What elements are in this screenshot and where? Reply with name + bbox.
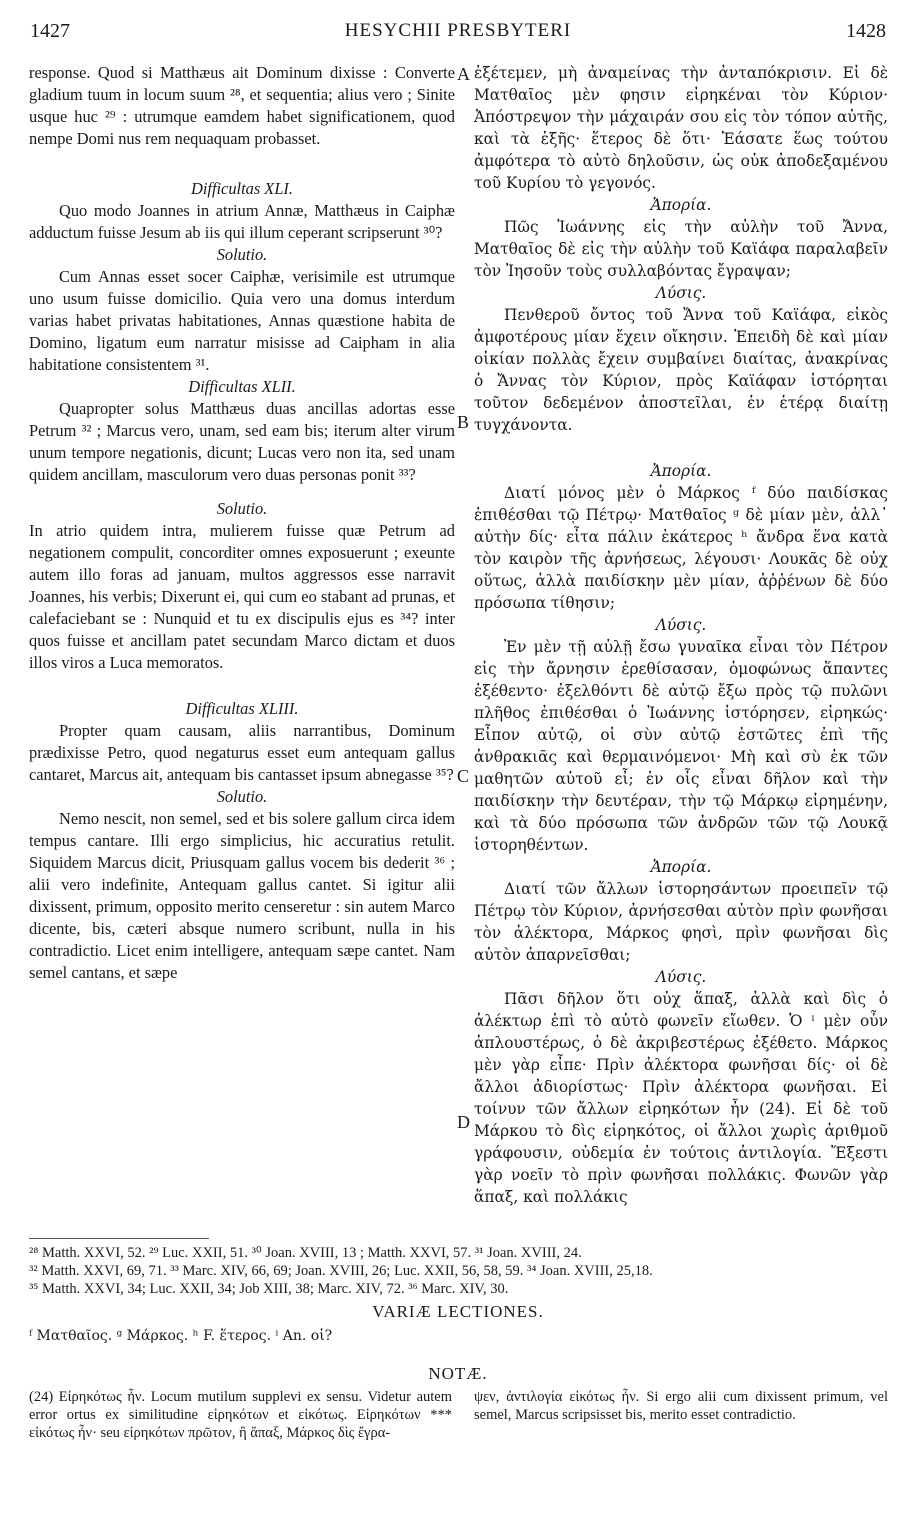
page-header: [30, 20, 886, 50]
running-title: HESYCHII PRESBYTERI: [344, 20, 572, 41]
latin-solutio-2: Solutio.: [216, 499, 268, 518]
footnote-rule: [29, 1238, 209, 1239]
note-text-right: ψεν, ἀντιλογία εἰκότως ἦν. Si ergo alii cum dixissent primum, vel semel, Marcus scripsisset bis, merito esset contradictio.: [474, 1389, 888, 1423]
latin-solutio-1: Solutio.: [216, 245, 268, 264]
latin-heading-41: Difficultas XLI.: [191, 179, 293, 198]
latin-question-42: Quapropter solus Matthæus duas ancillas adortas esse Petrum ³² ; Marcus vero, unam, sed eam bis; iterum alter virum unum tempore negationis, dicunt; Lucas vero non ita, sed unam quidem ancillam, masculorum vero duas personas ponit ³³?: [29, 399, 455, 484]
latin-answer-41: Cum Annas esset socer Caiphæ, verisimile est utrumque uno usum fuisse domicilio. Quia vero una domus interdum varias habet privatas habitationes, Annas quæstione habita de Domino, ligatum eum narratur misisse ad Caipham in alia habitatione consistentem ³¹.: [29, 267, 455, 374]
latin-heading-42: Difficultas XLII.: [188, 377, 296, 396]
greek-aporia-2: Ἀπορία.: [650, 462, 712, 480]
notae-title: NOTÆ.: [428, 1364, 488, 1383]
latin-heading-43: Difficultas XLIII.: [185, 699, 299, 718]
latin-solutio-3: Solutio.: [216, 787, 268, 806]
greek-answer-1: Πενθεροῦ ὄντος τοῦ Ἄννα τοῦ Καϊάφα, εἰκὸς ἀμφοτέρους μίαν ἔχειν οἴκησιν. Ἐπειδὴ δὲ καὶ μίαν οἰκίαν πολλὰς ἔχειν συμβαίνει διαίτας, ἀνακρίνας ὁ Ἄννας τὸν Κύριον, πρὸς Καϊάφαν ἱστόρηται τοῦτον δεδεμένον ἀποστεῖλαι, ἐν ἑτέρᾳ διαίτῃ τυγχάνοντα.: [474, 306, 888, 434]
greek-paragraph-1: ἐξέτεμεν, μὴ ἀναμείνας τὴν ἀνταπόκρισιν. Εἰ δὲ Ματθαῖος μὲν φησιν εἰρηκέναι τὸν Κύριον· Ἀπόστρεψον τὴν μάχαιράν σου εἰς τὸν τόπον αὐτῆς, καὶ τὰ ἑξῆς· ἕτερος δὲ ὅτι· Ἐάσατε ἕως τούτου ἀμφότερα τὸ αὐτὸ δηλοῦσιν, ὡς οὐκ ἀποδεξαμένου τοῦ Κυρίου τὸ γεγονός.: [474, 64, 888, 192]
greek-answer-3: Πᾶσι δῆλον ὅτι οὐχ ἅπαξ, ἀλλὰ καὶ δὶς ὁ ἀλέκτωρ ἐπὶ τὸ αὐτὸ φωνεῖν εἴωθεν. Ὁ ⁱ μὲν οὖν ἁπλουστέρως, ὁ δὲ ἀκριβεστέρως ἐξέθετο. Μάρκος μὲν γὰρ εἶπε· Πρὶν ἀλέκτορα φωνῆσαι δίς· οἱ δὲ ἄλλοι ἀδιορίστως· Πρὶν ἀλέκτορα φωνῆσαι. Εἰ τοίνυν τῶν ἄλλων εἰρηκότων ἦν (24). Εἰ δὲ τοῦ Μάρκου τὸ δὶς εἰρηκότος, οἱ ἄλλοι χωρὶς ἀριθμοῦ γράφουσιν, οὐδεμία ἐν τούτοις ἀντιλογία. Ἔξεστι γὰρ νοεῖν τὸ πρὶν φωνῆσαι πολλάκις. Φωνῶν γὰρ ἅπαξ, καὶ πολλάκις: [474, 990, 888, 1206]
greek-lysis-2: Λύσις.: [655, 616, 707, 634]
greek-question-2: Διατί μόνος μὲν ὁ Μάρκος ᶠ δύο παιδίσκας ἐπιθέσθαι τῷ Πέτρῳ· Ματθαῖος ᵍ δὲ μίαν μὲν, ἀλλ᾽ αὐτὴν δίς· εἶτα πάλιν ἑκάτερος ʰ ἄνδρα ἕνα κατὰ τὸν καιρὸν τῆς ἀρνήσεως, λέγουσι· Λουκᾶς δὲ οὐχ οὕτως, ἀλλὰ παιδίσκην μὲν μίαν, ἀῤῥένων δὲ δύο πρόσωπα τίθησιν;: [474, 484, 888, 612]
page-number-left: 1427: [30, 20, 70, 42]
latin-question-41: Quo modo Joannes in atrium Annæ, Matthæus in Caiphæ adductum fuisse Jesum ab iis qui illum ceperant scripserunt ³⁰?: [29, 201, 455, 242]
greek-lysis-1: Λύσις.: [655, 284, 707, 302]
variae-lectiones-line: ᶠ Ματθαῖος. ᵍ Μάρκος. ʰ F. ἕτερος. ⁱ An. οἱ?: [29, 1328, 333, 1344]
greek-column: [474, 62, 888, 1208]
margin-letter-b: B: [457, 412, 470, 432]
latin-paragraph-1: response. Quod si Matthæus ait Dominum dixisse : Converte gladium tuum in locum suum ²⁸, et sequentia; alius vero ; Sinite usque huc ²⁹ : utrumque eamdem habet significationem, quod nempe Domi nus rem nequaquam probasset.: [29, 63, 455, 148]
margin-letter-a: A: [457, 64, 470, 84]
greek-answer-2: Ἐν μὲν τῇ αὐλῇ ἔσω γυναῖκα εἶναι τὸν Πέτρον εἰς τὴν ἄρνησιν ἐρεθίσασαν, ὁμοφώνως ἅπαντες ἐξέθεντο· ἐξελθόντι δὲ αὐτῷ ἔξω πρὸς τῷ πυλῶνι πλῆθος ἐπιθέσθαι ὁ Ἰωάννης ἱστόρησεν, εἰρηκώς· Εἶπον αὐτῷ, οἱ σὺν αὐτῷ ἑστῶτες ἐπὶ τῆς ἀνθρακιᾶς καὶ θερμαινόμενοι· Μὴ καὶ σὺ ἐκ τῶν μαθητῶν αὐτοῦ εἶ; ἐν οἷς εἶναι δῆλον καὶ τὴν παιδίσκην τὴν δευτέραν, τὴν τῷ Μάρκῳ εἰρημένην, καὶ τὰ δύο πρόσωπα τῶν ἀνδρῶν τῶν τῷ Λουκᾷ ἱστορηθέντων.: [474, 638, 888, 854]
latin-answer-42: In atrio quidem intra, mulierem fuisse quæ Petrum ad negationem compulit, concorditer omnes exposuerunt ; exeunte autem illo foras ad januam, multos aggressos esse narravit Joannes, his verbis; Dixerunt ei, qui cum eo stabant ad prunas, et calefaciebant se : Nunquid et tu ex discipulis ejus es ³⁴? inter quos fuisse et ancillam patet secundam Marco dictam et duos illos viros a Luca memoratos.: [29, 521, 455, 672]
note-text-left: (24) Εἰρηκότως ἦν. Locum mutilum supplevi ex sensu. Videtur autem error ortus ex similitudine εἰρηκότων et εἰκότως. Εἰρηκότων *** εἰκότως ἦν· seu εἰρηκότων πρῶτον, ἢ ἅπαξ, Μάρκος δὶς ἔγρα-: [29, 1389, 452, 1441]
footnotes: [29, 1244, 899, 1298]
variae-lectiones-title: VARIÆ LECTIONES.: [372, 1302, 544, 1321]
latin-column: [29, 62, 455, 984]
page-number-right: 1428: [846, 20, 886, 42]
footnote-line-2: ³² Matth. XXVI, 69, 71. ³³ Marc. XIV, 66, 69; Joan. XVIII, 26; Luc. XXII, 56, 58, 59. ³⁴ Joan. XVIII, 25,18.: [29, 1263, 653, 1279]
latin-answer-43: Nemo nescit, non semel, sed et bis solere gallum circa idem tempus cantare. Illi ergo simplicius, hic accuratius retulit. Siquidem Marcus dicit, Priusquam gallus vocem bis dederit ³⁶ ; alii vero indefinite, Antequam gallus cantet. Si igitur alii dixissent, primum, opposito merito censeretur : sin autem Marco dicente, bis, cæteri absque numero scribunt, nulla in his contradictio. Licet enim intelligere, antequam sæpe cantet. Nam semel cantans, et sæpe: [29, 809, 455, 982]
greek-question-1: Πῶς Ἰωάννης εἰς τὴν αὐλὴν τοῦ Ἄννα, Ματθαῖος δὲ εἰς τὴν αὐλὴν τοῦ Καϊάφα παραλαβεῖν τὸν Ἰησοῦν τοὺς συλλαβόντας ἔγραψαν;: [474, 218, 888, 280]
greek-question-3: Διατί τῶν ἄλλων ἱστορησάντων προειπεῖν τῷ Πέτρῳ τὸν Κύριον, ἀρνήσεσθαι αὐτὸν πρὶν φωνῆσαι τὸν ἀλέκτορα, Μάρκος φησὶ, πρὶν φωνῆσαι δὶς αὐτὸν ἀπαρνεῖσθαι;: [474, 880, 888, 964]
latin-question-43: Propter quam causam, aliis narrantibus, Dominum prædixisse Petro, quod negaturus esset eum antequam gallus cantaret, Marcus ait, antequam bis cantasset ipsum abnegasse ³⁵?: [29, 721, 455, 784]
greek-aporia-1: Ἀπορία.: [650, 196, 712, 214]
footnote-line-1: ²⁸ Matth. XXVI, 52. ²⁹ Luc. XXII, 51. ³⁰ Joan. XVIII, 13 ; Matth. XXVI, 57. ³¹ Joan. XVIII, 24.: [29, 1245, 582, 1261]
greek-lysis-3: Λύσις.: [655, 968, 707, 986]
footnote-line-3: ³⁵ Matth. XXVI, 34; Luc. XXII, 34; Job XIII, 38; Marc. XIV, 72. ³⁶ Marc. XIV, 30.: [29, 1281, 509, 1297]
greek-aporia-3: Ἀπορία.: [650, 858, 712, 876]
margin-letter-c: C: [457, 766, 470, 786]
margin-letter-d: D: [457, 1112, 470, 1132]
